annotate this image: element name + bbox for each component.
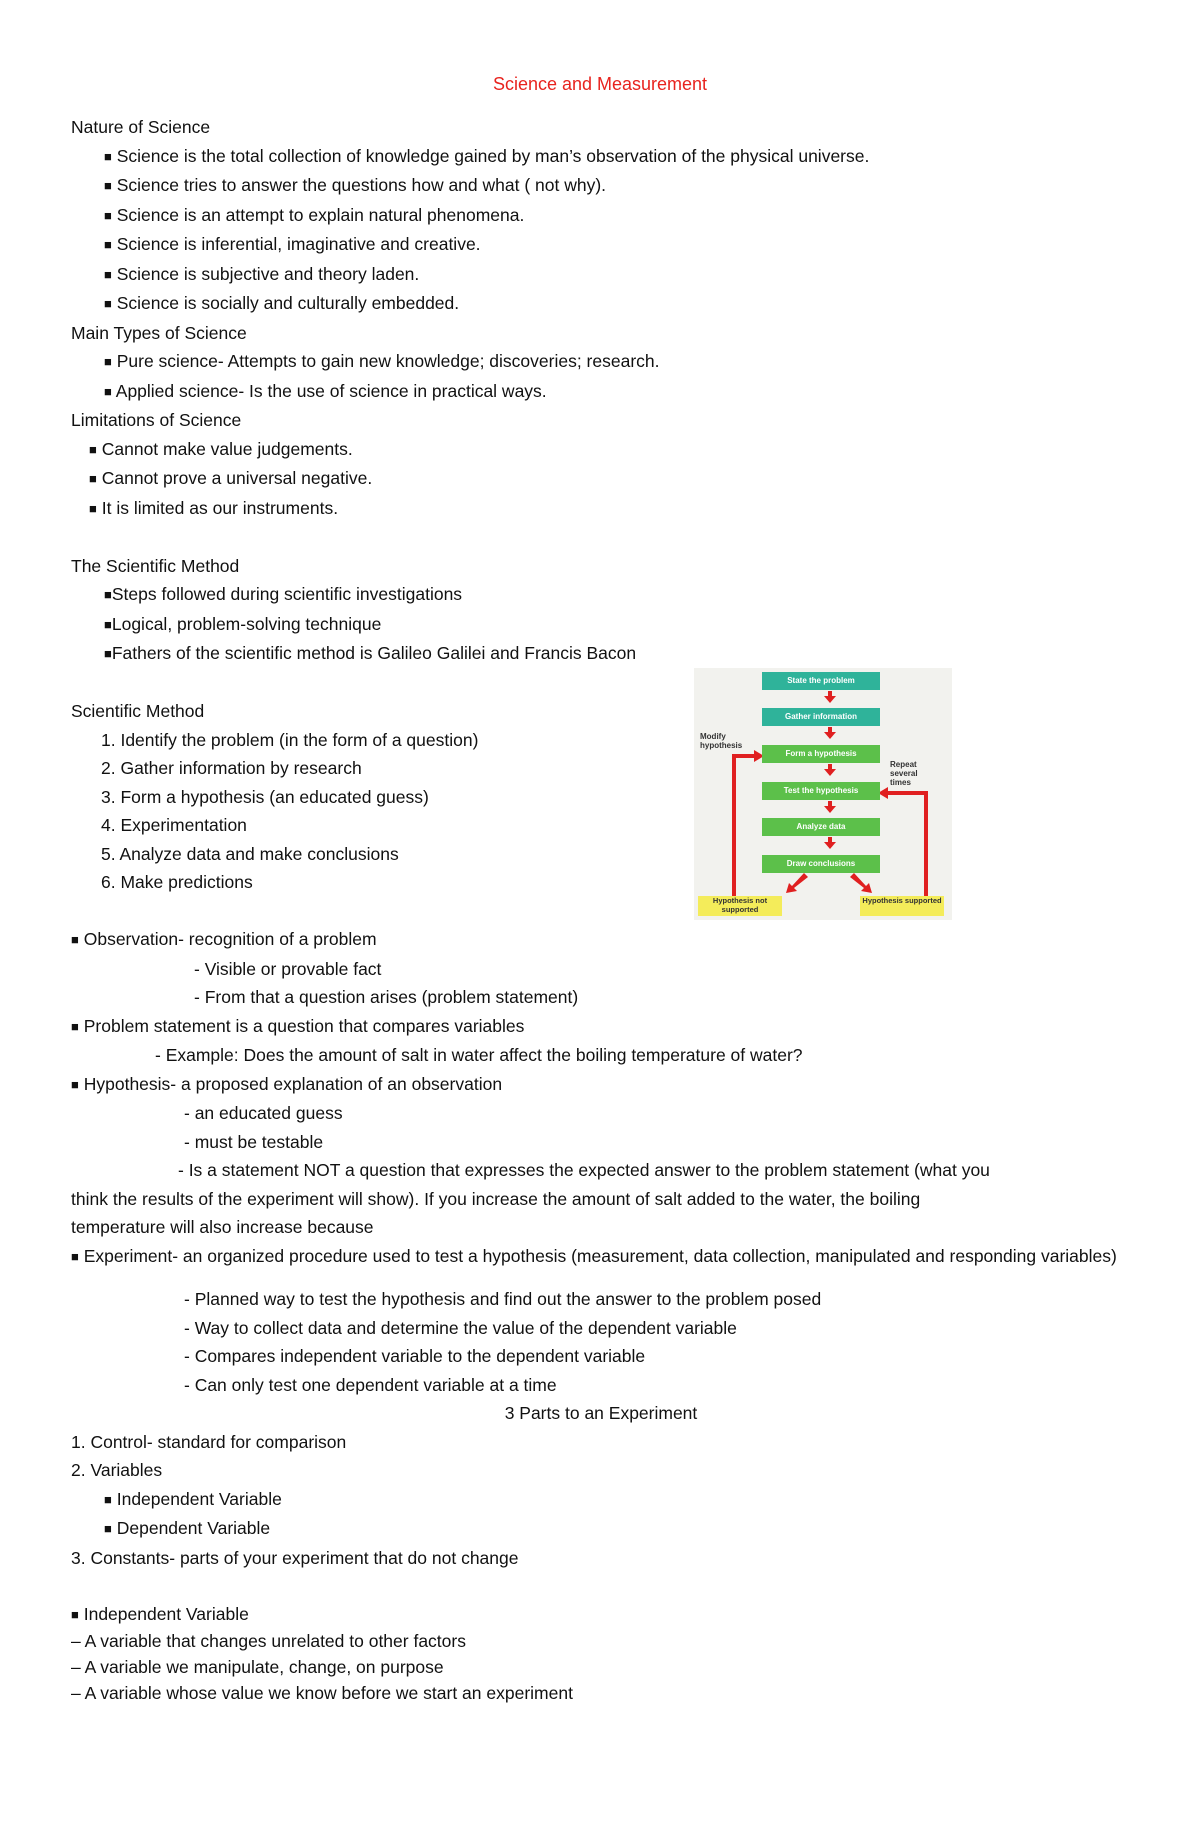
nature-item: ■ Science is subjective and theory laden. xyxy=(104,263,420,284)
independent-item: – A variable whose value we know before we start an experiment xyxy=(71,1682,573,1703)
independent-heading: ■ Independent Variable xyxy=(71,1603,249,1624)
bullet-icon: ■ xyxy=(104,383,112,399)
hypothesis-sub-cont: think the results of the experiment will show). If you increase the amount of salt added to the water, the boiling xyxy=(71,1188,921,1209)
nature-item: ■ Science is inferential, imaginative and creative. xyxy=(104,234,481,254)
hypothesis-item: ■ Hypothesis- a proposed explanation of an observation xyxy=(71,1073,503,1094)
bullet-icon: ■ xyxy=(104,587,112,602)
flow-label-repeat: Repeat several times xyxy=(890,760,918,787)
bullet-icon: ■ xyxy=(104,148,112,164)
method-item: ■Fathers of the scientific method is Galileo Galilei and Francis Bacon xyxy=(104,643,637,663)
page-title: Science and Measurement xyxy=(492,74,708,94)
step-item: 4. Experimentation xyxy=(101,815,247,835)
bullet-icon: ■ xyxy=(104,178,112,193)
flow-box-state: State the problem xyxy=(762,672,880,690)
experiment-item: ■ Experiment- an organized procedure used to test a hypothesis (measurement, data collection, manipulated and responding variables) xyxy=(71,1245,1117,1266)
bullet-icon: ■ xyxy=(104,1491,112,1507)
nature-item: ■ Science is the total collection of knowledge gained by man’s observation of the physical universe. xyxy=(104,145,870,166)
nature-heading: Nature of Science xyxy=(71,117,211,137)
hypothesis-sub-cont: temperature will also increase because xyxy=(71,1217,374,1237)
problem-item: ■ Problem statement is a question that compares variables xyxy=(71,1015,525,1036)
bullet-icon: ■ xyxy=(71,932,79,947)
bullet-icon: ■ xyxy=(104,266,112,282)
steps-heading: Scientific Method xyxy=(71,701,205,721)
bullet-icon: ■ xyxy=(71,1606,79,1622)
experiment-sub: - Way to collect data and determine the value of the dependent variable xyxy=(184,1317,737,1338)
bullet-icon: ■ xyxy=(71,1248,79,1264)
bullet-icon: ■ xyxy=(104,207,112,223)
parts-heading: 3 Parts to an Experiment xyxy=(504,1403,698,1423)
bullet-icon: ■ xyxy=(104,616,112,632)
limits-item: ■ Cannot prove a universal negative. xyxy=(89,468,373,488)
bullet-icon: ■ xyxy=(89,441,97,457)
flow-box-not-supported: Hypothesis not supported xyxy=(698,896,782,916)
bullet-icon: ■ xyxy=(89,500,97,516)
observation-sub: - From that a question arises (problem statement) xyxy=(194,987,579,1007)
nature-item: ■ Science tries to answer the questions how and what ( not why). xyxy=(104,175,607,195)
limits-item: ■ Cannot make value judgements. xyxy=(89,438,353,459)
bullet-icon: ■ xyxy=(89,471,97,486)
hypothesis-sub: - an educated guess xyxy=(184,1103,343,1123)
bullet-icon: ■ xyxy=(104,354,112,369)
types-item: ■ Pure science- Attempts to gain new knowledge; discoveries; research. xyxy=(104,351,660,371)
variable-item: ■ Dependent Variable xyxy=(104,1518,271,1538)
step-item: 2. Gather information by research xyxy=(101,758,362,778)
step-item: 6. Make predictions xyxy=(101,872,253,892)
independent-item: – A variable that changes unrelated to other factors xyxy=(71,1630,466,1651)
variable-item: ■ Independent Variable xyxy=(104,1488,282,1509)
problem-example: - Example: Does the amount of salt in water affect the boiling temperature of water? xyxy=(155,1045,803,1065)
step-item: 3. Form a hypothesis (an educated guess) xyxy=(101,786,429,807)
parts-constants: 3. Constants- parts of your experiment that do not change xyxy=(71,1547,519,1568)
observation-item: ■ Observation- recognition of a problem xyxy=(71,929,377,949)
flow-label-modify: Modify hypothesis xyxy=(700,732,743,750)
independent-item: – A variable we manipulate, change, on purpose xyxy=(71,1656,444,1677)
limits-heading: Limitations of Science xyxy=(71,410,242,430)
experiment-sub: - Compares independent variable to the dependent variable xyxy=(184,1346,646,1366)
bullet-icon: ■ xyxy=(104,237,112,252)
flow-box-form: Form a hypothesis xyxy=(762,745,880,763)
experiment-sub: - Can only test one dependent variable at a time xyxy=(184,1374,557,1395)
step-item: 5. Analyze data and make conclusions xyxy=(101,843,399,864)
flow-box-analyze: Analyze data xyxy=(762,818,880,836)
bullet-icon: ■ xyxy=(71,1076,79,1092)
flow-box-supported: Hypothesis supported xyxy=(860,896,944,916)
method-item: ■Steps followed during scientific investigations xyxy=(104,584,463,604)
limits-item: ■ It is limited as our instruments. xyxy=(89,497,339,518)
types-heading: Main Types of Science xyxy=(71,322,247,343)
flow-box-test: Test the hypothesis xyxy=(762,782,880,800)
bullet-icon: ■ xyxy=(104,1521,112,1536)
method-heading: The Scientific Method xyxy=(71,555,240,576)
text-block-top xyxy=(71,113,1131,1706)
hypothesis-sub: - Is a statement NOT a question that expresses the expected answer to the problem statement (what you xyxy=(178,1160,990,1180)
parts-variables: 2. Variables xyxy=(71,1460,163,1480)
nature-item: ■ Science is socially and culturally embedded. xyxy=(104,293,460,313)
experiment-sub: - Planned way to test the hypothesis and find out the answer to the problem posed xyxy=(184,1289,822,1309)
observation-sub: - Visible or provable fact xyxy=(194,958,382,979)
bullet-icon: ■ xyxy=(104,646,112,661)
method-item: ■Logical, problem-solving technique xyxy=(104,613,382,634)
scientific-method-flowchart xyxy=(694,668,952,920)
bullet-icon: ■ xyxy=(104,296,112,311)
types-item: ■ Applied science- Is the use of science in practical ways. xyxy=(104,380,547,401)
flow-box-gather: Gather information xyxy=(762,708,880,726)
bullet-icon: ■ xyxy=(71,1018,79,1034)
step-item: 1. Identify the problem (in the form of a question) xyxy=(101,729,479,750)
hypothesis-sub: - must be testable xyxy=(184,1131,324,1152)
nature-item: ■ Science is an attempt to explain natural phenomena. xyxy=(104,204,525,225)
parts-control: 1. Control- standard for comparison xyxy=(71,1431,347,1452)
flow-box-draw: Draw conclusions xyxy=(762,855,880,873)
